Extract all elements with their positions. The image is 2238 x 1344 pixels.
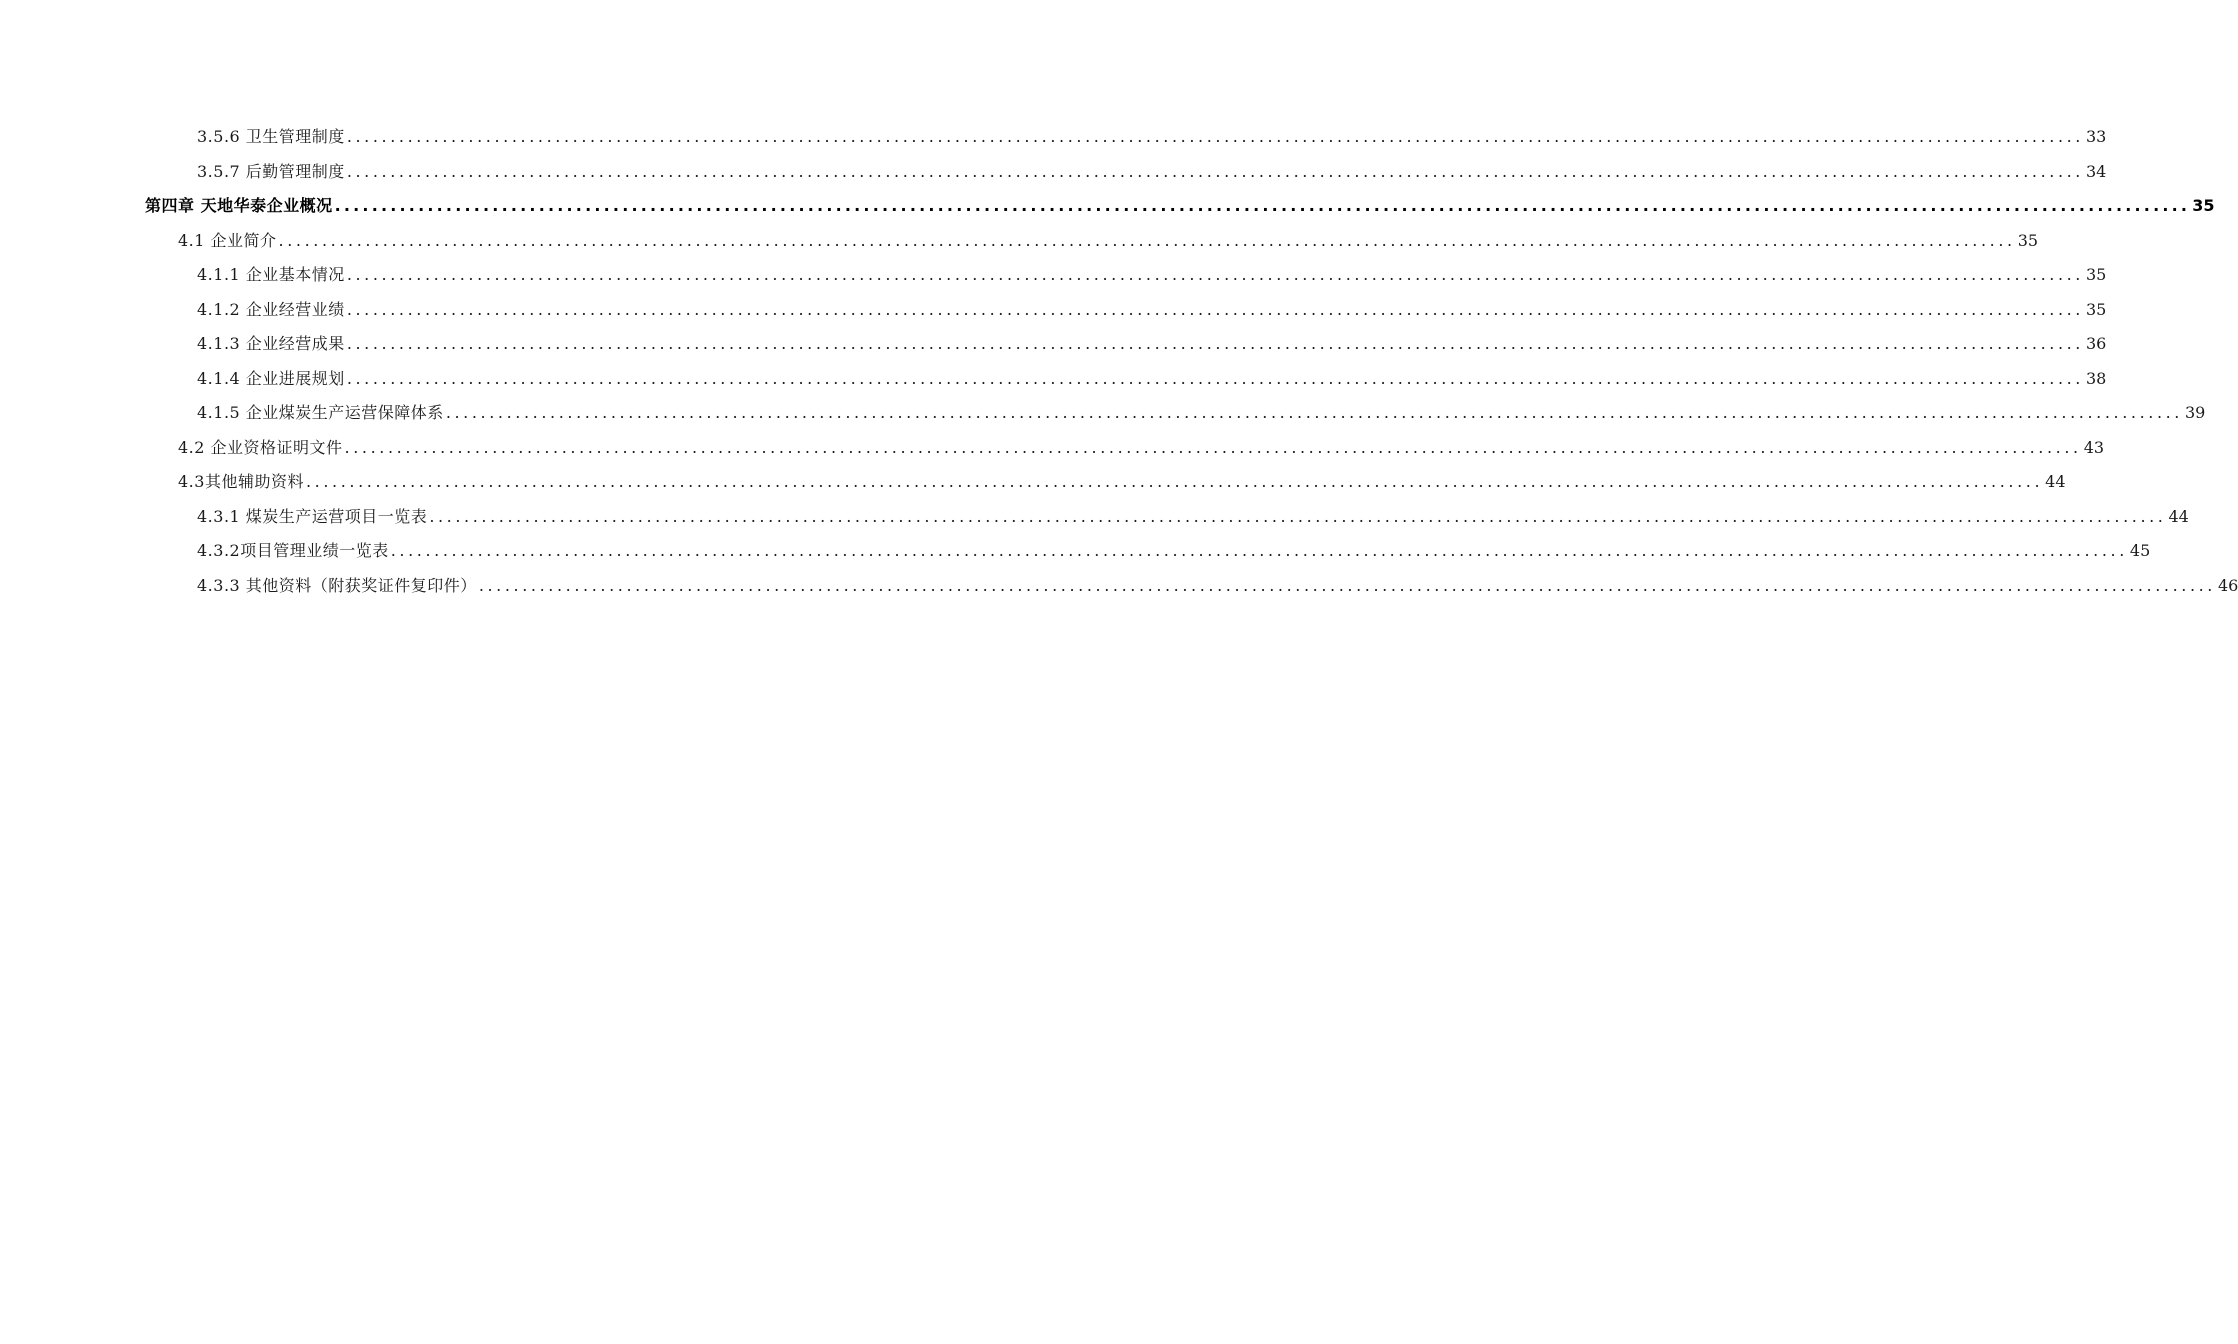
toc-leader-dots: ........................................................................................................................................................................................................ [346,161,2084,181]
toc-entry-page: 45 [2129,541,2151,561]
toc-entry-page: 35 [2086,265,2107,285]
toc-entry-page: 46 [2218,575,2238,595]
toc-entry[interactable] [0,155,2107,190]
toc-leader-dots: ........................................................................................................................................................................................................ [478,575,2216,595]
toc-entry-title: 第四章 天地华泰企业概况 [145,196,333,216]
toc-entry-page: 39 [2185,403,2206,423]
toc-entry-page: 44 [2168,506,2189,526]
toc-entry-title: 4.1.3 企业经营成果 [197,334,345,354]
toc-entry[interactable] [0,396,2206,431]
toc-entry[interactable] [0,293,2107,328]
toc-entry-page: 38 [2086,368,2107,388]
toc-entry-page: 35 [2017,230,2039,250]
toc-entry[interactable] [0,500,2189,535]
toc-leader-dots: ........................................................................................................................................................................................................ [346,368,2084,388]
toc-entry[interactable] [0,224,2039,259]
toc-leader-dots: ........................................................................................................................................................................................................ [445,403,2183,423]
toc-leader-dots: ........................................................................................................................................................................................................ [429,506,2167,526]
toc-entry[interactable] [0,362,2107,397]
table-of-contents [0,120,2238,603]
toc-entry[interactable] [0,534,2151,569]
toc-leader-dots: ........................................................................................................................................................................................................ [305,472,2044,492]
toc-entry-title: 3.5.6 卫生管理制度 [197,127,345,147]
toc-entry-title: 3.5.7 后勤管理制度 [197,161,345,181]
toc-entry-title: 4.1.4 企业进展规划 [197,368,345,388]
toc-entry-page: 44 [2045,472,2066,492]
toc-entry-title: 4.3.2项目管理业绩一览表 [197,541,389,561]
toc-chapter-entry[interactable] [0,189,2215,224]
toc-leader-dots: ........................................................................................................................................................................................................ [334,196,2191,216]
toc-entry-page: 35 [2086,299,2107,319]
toc-entry-page: 36 [2086,334,2107,354]
toc-entry[interactable] [0,327,2107,362]
toc-entry-title: 4.3.1 煤炭生产运营项目一览表 [197,506,428,526]
toc-entry-title: 4.1.1 企业基本情况 [197,265,345,285]
toc-leader-dots: ........................................................................................................................................................................................................ [346,299,2084,319]
toc-entry[interactable] [0,431,2105,466]
toc-entry-title: 4.1 企业简介 [178,230,277,250]
toc-leader-dots: ........................................................................................................................................................................................................ [278,230,2016,250]
toc-leader-dots: ........................................................................................................................................................................................................ [390,541,2128,561]
toc-leader-dots: ........................................................................................................................................................................................................ [346,127,2084,147]
toc-entry-title: 4.1.5 企业煤炭生产运营保障体系 [197,403,444,423]
toc-entry-page: 35 [2192,196,2215,216]
toc-entry-title: 4.3其他辅助资料 [178,472,304,492]
toc-entry-title: 4.3.3 其他资料（附获奖证件复印件） [197,575,477,595]
toc-entry[interactable] [0,569,2238,604]
toc-entry-page: 33 [2086,127,2107,147]
toc-entry[interactable] [0,258,2107,293]
toc-entry-page: 43 [2083,437,2105,457]
toc-leader-dots: ........................................................................................................................................................................................................ [344,437,2082,457]
toc-entry-page: 34 [2086,161,2107,181]
toc-entry[interactable] [0,465,2066,500]
toc-entry-title: 4.1.2 企业经营业绩 [197,299,345,319]
toc-entry[interactable] [0,120,2107,155]
toc-entry-title: 4.2 企业资格证明文件 [178,437,343,457]
toc-leader-dots: ........................................................................................................................................................................................................ [346,265,2084,285]
toc-leader-dots: ........................................................................................................................................................................................................ [346,334,2084,354]
